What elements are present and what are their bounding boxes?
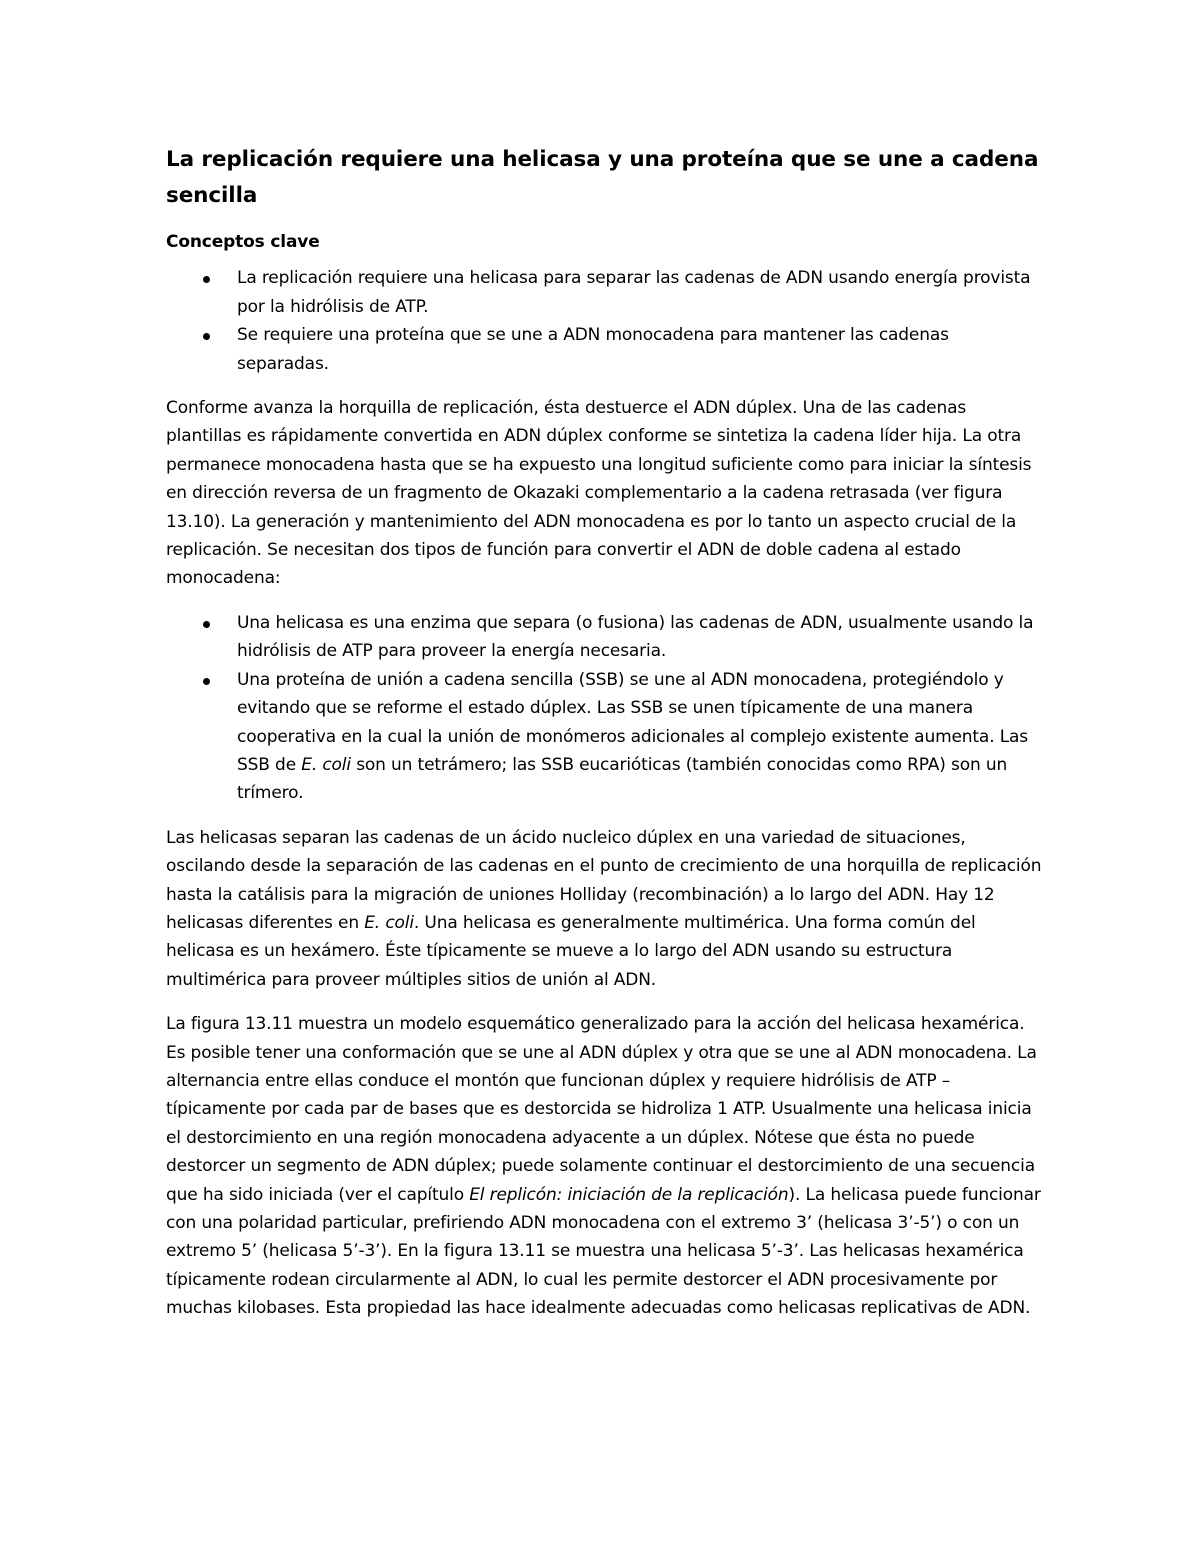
list-item <box>166 264 1042 321</box>
text-run: Una proteína de unión a cadena sencilla (SSB) se une al ADN monocadena, protegiéndolo y evitando que se reforme el estado dúplex. Las SSB se unen típicamente de una manera cooperativa en la cual la unión de monómeros adicionales al complejo existente aumenta. Las SSB de <box>237 669 1028 775</box>
text-run: La figura 13.11 muestra un modelo esquemático generalizado para la acción del helicasa hexamérica. Es posible tener una conformación que se une al ADN dúplex y otra que se une al ADN monocadena. La alternancia entre ellas conduce el montón que funcionan dúplex y requiere hidrólisis de ATP – típicamente por cada par de bases que es destorcida se hidroliza 1 ATP. Usualmente una helicasa inicia el destorcimiento en una región monocadena adyacente a un dúplex. Nótese que ésta no puede destorcer un segmento de ADN dúplex; puede solamente continuar el destorcimiento de una secuencia que ha sido iniciada (ver el capítulo <box>166 1014 1037 1205</box>
paragraph-helicases <box>166 824 1042 994</box>
text-run: son un tetrámero; las SSB eucarióticas (también conocidas como RPA) son un trímero. <box>237 754 1008 804</box>
text-run: . Una helicasa es generalmente multimérica. Una forma común del helicasa es un hexámero. Éste típicamente se mueve a lo largo del ADN usando su estructura multimérica para proveer múltiples sitios de unión al ADN. <box>166 912 976 990</box>
list-item <box>166 321 1042 378</box>
bullet-icon <box>203 276 210 283</box>
chapter-reference: El replicón: iniciación de la replicación <box>469 1184 789 1205</box>
key-concepts-list <box>166 264 1042 378</box>
bullet-icon <box>203 621 210 628</box>
species-name: E. coli <box>301 754 351 775</box>
section-heading: La replicación requiere una helicasa y una proteína que se une a cadena sencilla <box>166 147 1039 208</box>
species-name: E. coli <box>364 912 414 933</box>
list-item <box>166 666 1042 808</box>
list-item <box>166 609 1042 666</box>
function-types-list <box>166 609 1042 808</box>
text-run: Las helicasas separan las cadenas de un ácido nucleico dúplex en una variedad de situaciones, oscilando desde la separación de las cadenas en el punto de crecimiento de una horquilla de replicación hasta la catálisis para la migración de uniones Holliday (recombinación) a lo largo del ADN. Hay 12 helicasas diferentes en <box>166 827 1042 933</box>
bullet-icon <box>203 333 210 340</box>
document-page <box>166 142 1042 1339</box>
bullet-icon <box>203 678 210 685</box>
list-item-text <box>237 670 1028 804</box>
key-concepts-title: Conceptos clave <box>166 232 320 252</box>
paragraph-replication-fork: Conforme avanza la horquilla de replicación, ésta destuerce el ADN dúplex. Una de las cadenas plantillas es rápidamente convertida en ADN dúplex conforme se sintetiza la cadena líder hija. La otra permanece monocadena hasta que se ha expuesto una longitud suficiente como para iniciar la síntesis en dirección reversa de un fragmento de Okazaki complementario a la cadena retrasada (ver figura 13.10). La generación y mantenimiento del ADN monocadena es por lo tanto un aspecto crucial de la replicación. Se necesitan dos tipos de función para convertir el ADN de doble cadena al estado monocadena: <box>166 398 1032 589</box>
list-item-text: Se requiere una proteína que se une a ADN monocadena para mantener las cadenas separadas. <box>237 325 949 374</box>
list-item-text: Una helicasa es una enzima que separa (o fusiona) las cadenas de ADN, usualmente usando la hidrólisis de ATP para proveer la energía necesaria. <box>237 612 1034 662</box>
text-run: ). La helicasa puede funcionar con una polaridad particular, prefiriendo ADN monocadena con el extremo 3’ (helicasa 3’-5’) o con un extremo 5’ (helicasa 5’-3’). En la figura 13.11 se muestra una helicasa 5’-3’. Las helicasas hexamérica típicamente rodean circularmente al ADN, lo cual les permite destorcer el ADN procesivamente por muchas kilobases. Esta propiedad las hace idealmente adecuadas como helicasas replicativas de ADN. <box>166 1184 1041 1319</box>
paragraph-figure-model <box>166 1010 1042 1322</box>
list-item-text: La replicación requiere una helicasa para separar las cadenas de ADN usando energía provista por la hidrólisis de ATP. <box>237 268 1031 317</box>
